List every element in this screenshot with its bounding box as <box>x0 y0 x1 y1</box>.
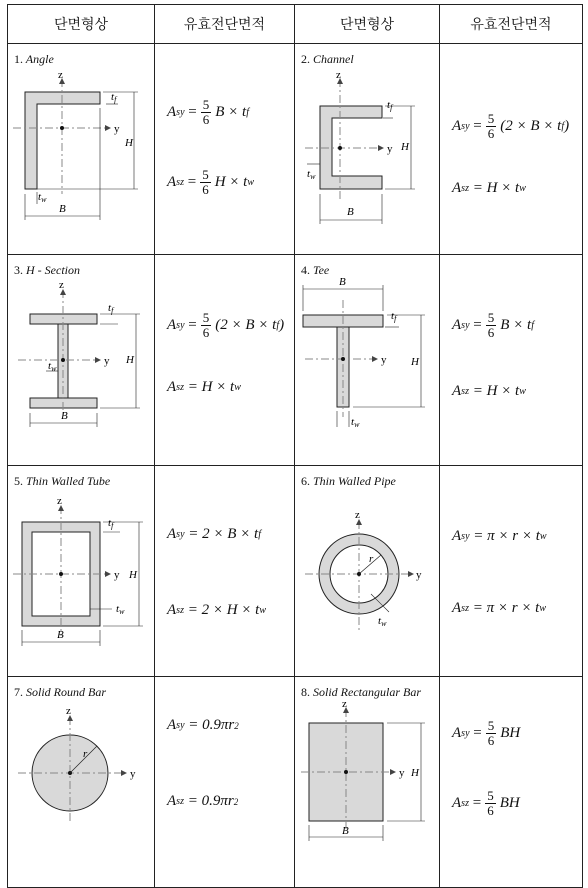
tee-asy-formula: A sy = $\frac{5}{6}$ B × t f <box>452 310 534 340</box>
angle-cell <box>8 44 155 255</box>
tee-asz-formula: A sz = H × t w <box>452 383 526 399</box>
header-area-2: 유효전단면적 <box>440 5 583 44</box>
rect-bar-diagram <box>295 677 440 869</box>
round-asz-formula: A sz = 0.9πr 2 <box>167 793 239 809</box>
section-caption: 3. H - Section <box>14 263 80 277</box>
rect-bar-cell <box>295 677 440 888</box>
width-label: B <box>339 276 346 288</box>
z-axis-label: z <box>336 69 341 81</box>
section-caption: 8. Solid Rectangular Bar <box>301 685 421 699</box>
hsection-area-cell <box>155 255 295 466</box>
section-caption: 1. Angle <box>14 52 54 66</box>
pipe-area-cell <box>440 466 583 677</box>
y-axis-label: y <box>130 768 136 780</box>
section-caption: 5. Thin Walled Tube <box>14 474 111 488</box>
tube-area-cell <box>155 466 295 677</box>
channel-asz-formula: A sz = H × t w <box>452 180 526 196</box>
angle-asz-formula: A sz = $\frac{5}{6}$ H × t w <box>167 167 254 197</box>
channel-area-cell <box>440 44 583 255</box>
tube-asy-formula: A sy = 2 × B × t f <box>167 526 261 542</box>
pipe-asy-formula: A sy = π × r × t w <box>452 528 547 544</box>
hsection-asz-formula: A sz = H × t w <box>167 379 241 395</box>
tube-diagram <box>8 466 155 676</box>
table-row <box>8 44 583 255</box>
radius-label: r <box>369 553 374 565</box>
pipe-cell <box>295 466 440 677</box>
y-axis-label: y <box>381 354 387 366</box>
hsection-asy-formula: A sy = $\frac{5}{6}$ (2 × B × t f ) <box>167 310 285 340</box>
tube-cell <box>8 466 155 677</box>
y-axis-label: y <box>104 355 110 367</box>
round-bar-area-cell <box>155 677 295 888</box>
rect-bar-area-cell <box>440 677 583 888</box>
table-row <box>8 677 583 888</box>
tw-label: tw <box>48 360 57 373</box>
tf-label: tf <box>108 517 114 530</box>
radius-label: r <box>83 748 88 760</box>
y-axis-label: y <box>114 123 120 135</box>
round-bar-cell <box>8 677 155 888</box>
width-label: B <box>342 825 349 837</box>
channel-diagram <box>295 44 440 254</box>
header-shape-2: 단면형상 <box>295 5 440 44</box>
width-label: B <box>57 629 64 641</box>
round-asy-formula: A sy = 0.9πr 2 <box>167 717 239 733</box>
tw-label: tw <box>307 168 316 181</box>
z-axis-label: z <box>342 698 347 710</box>
height-label: H <box>129 569 137 581</box>
header-area: 유효전단면적 <box>155 5 295 44</box>
y-axis-label: y <box>416 569 422 581</box>
tf-label: tf <box>111 91 117 104</box>
angle-asy-formula: A sy = $\frac{5}{6}$ B × t f <box>167 97 249 127</box>
round-bar-diagram <box>8 677 155 869</box>
z-axis-label: z <box>58 69 63 81</box>
table-row <box>8 466 583 677</box>
shear-area-sheet <box>7 4 582 859</box>
channel-cell <box>295 44 440 255</box>
rect-asz-formula: A sz = $\frac{5}{6}$ BH <box>452 788 520 818</box>
angle-area-cell <box>155 44 295 255</box>
height-label: H <box>125 137 133 149</box>
section-table <box>7 4 583 888</box>
table-row <box>8 255 583 466</box>
tw-label: tw <box>378 615 387 628</box>
tw-label: tw <box>116 603 125 616</box>
y-axis-label: y <box>114 569 120 581</box>
tube-asz-formula: A sz = 2 × H × t w <box>167 602 267 618</box>
tf-label: tf <box>108 302 114 315</box>
section-caption: 6. Thin Walled Pipe <box>301 474 396 488</box>
z-axis-label: z <box>66 705 71 717</box>
tw-label: tw <box>38 191 47 204</box>
tee-cell <box>295 255 440 466</box>
width-label: B <box>347 206 354 218</box>
section-caption: 7. Solid Round Bar <box>14 685 106 699</box>
tw-label: tw <box>351 416 360 429</box>
height-label: H <box>411 767 419 779</box>
tee-area-cell <box>440 255 583 466</box>
section-caption: 2. Channel <box>301 52 354 66</box>
tee-diagram <box>295 255 440 465</box>
tf-label: tf <box>387 99 393 112</box>
z-axis-label: z <box>59 279 64 291</box>
angle-diagram <box>8 44 155 254</box>
z-axis-label: z <box>355 509 360 521</box>
height-label: H <box>126 354 134 366</box>
width-label: B <box>61 410 68 422</box>
z-axis-label: z <box>57 495 62 507</box>
pipe-asz-formula: A sz = π × r × t w <box>452 600 547 616</box>
header-row <box>8 5 583 44</box>
height-label: H <box>401 141 409 153</box>
y-axis-label: y <box>387 143 393 155</box>
pipe-diagram <box>295 466 440 676</box>
height-label: H <box>411 356 419 368</box>
rect-asy-formula: A sy = $\frac{5}{6}$ BH <box>452 718 521 748</box>
width-label: B <box>59 203 66 215</box>
header-shape: 단면형상 <box>8 5 155 44</box>
channel-asy-formula: A sy = $\frac{5}{6}$ (2 × B × t f ) <box>452 111 570 141</box>
tf-label: tf <box>391 310 397 323</box>
section-caption: 4. Tee <box>301 263 330 277</box>
y-axis-label: y <box>399 767 405 779</box>
hsection-cell <box>8 255 155 466</box>
hsection-diagram <box>8 255 155 465</box>
